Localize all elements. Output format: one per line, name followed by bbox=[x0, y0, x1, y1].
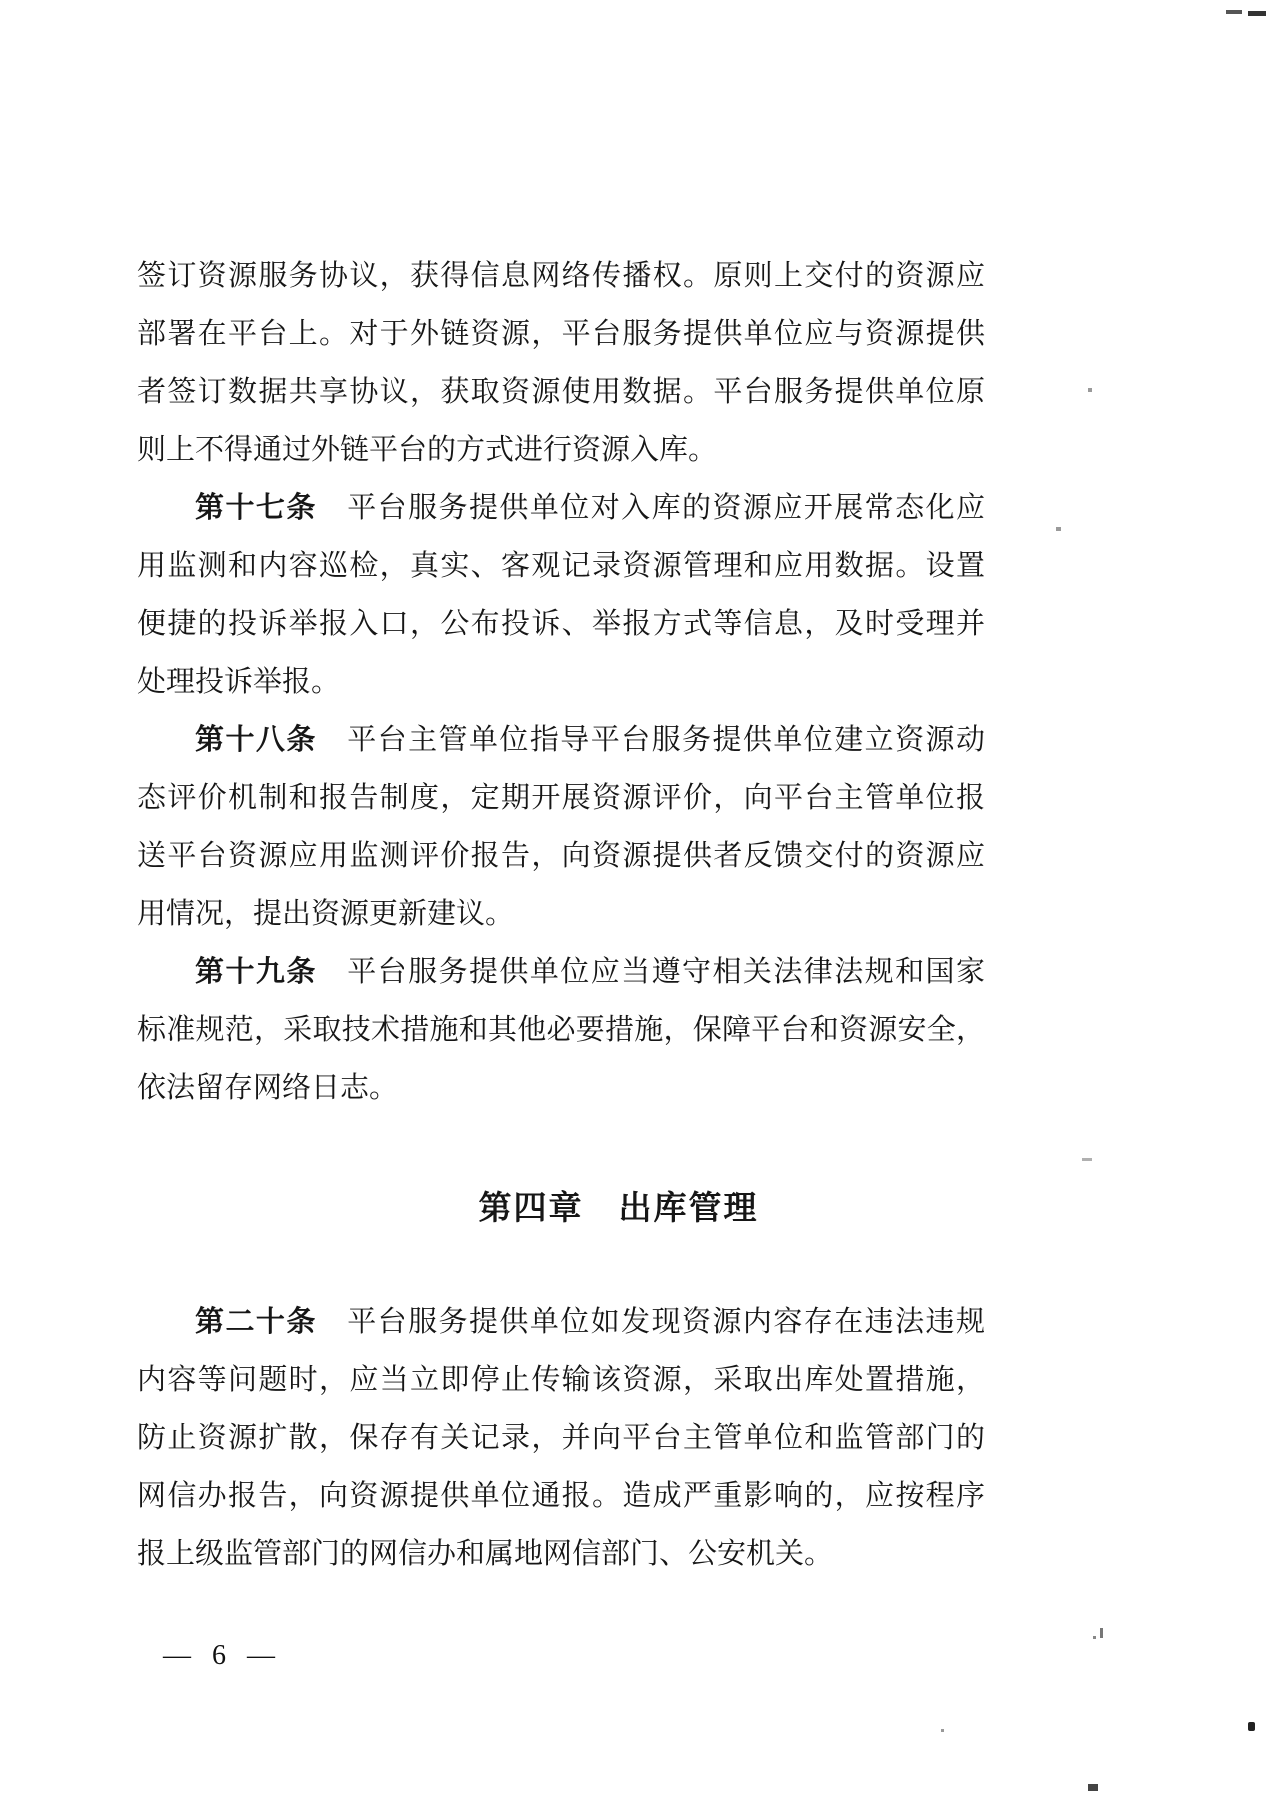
text-line: 者签订数据共享协议，获取资源使用数据。平台服务提供单位原 bbox=[137, 376, 985, 408]
article-text: 平台主管单位指导平台服务提供单位建立资源动 bbox=[316, 724, 985, 756]
text-line: 标准规范，采取技术措施和其他必要措施，保障平台和资源安全， bbox=[137, 1014, 985, 1046]
paragraph-continuation bbox=[137, 247, 985, 479]
text-line: 防止资源扩散，保存有关记录，并向平台主管单位和监管部门的 bbox=[137, 1422, 985, 1454]
document-body bbox=[137, 247, 985, 1583]
scan-artifact bbox=[1056, 527, 1061, 531]
chapter-heading: 第四章 出库管理 bbox=[478, 1191, 759, 1227]
text-line bbox=[137, 1293, 985, 1351]
text-line: 网信办报告，向资源提供单位通报。造成严重影响的，应按程序 bbox=[137, 1480, 985, 1512]
text-line: 送平台资源应用监测评价报告，向资源提供者反馈交付的资源应 bbox=[137, 840, 985, 872]
scan-artifact bbox=[1226, 10, 1242, 14]
article-number: 第二十条 bbox=[195, 1306, 317, 1338]
scan-artifact bbox=[1248, 1722, 1255, 1731]
text-line: 内容等问题时，应当立即停止传输该资源，采取出库处置措施， bbox=[137, 1364, 985, 1396]
text-line bbox=[137, 479, 985, 537]
page-number: — 6 — bbox=[163, 1640, 282, 1671]
scan-artifact bbox=[1088, 388, 1092, 392]
article-text: 平台服务提供单位应当遵守相关法律法规和国家 bbox=[316, 956, 985, 988]
scan-artifact bbox=[1100, 1628, 1103, 1638]
text-line: 签订资源服务协议，获得信息网络传播权。原则上交付的资源应 bbox=[137, 260, 985, 292]
text-line: 态评价机制和报告制度，定期开展资源评价，向平台主管单位报 bbox=[137, 782, 985, 814]
scan-artifact bbox=[941, 1729, 944, 1732]
article-number: 第十八条 bbox=[195, 724, 317, 756]
scan-artifact bbox=[1088, 1784, 1098, 1791]
text-line: 便捷的投诉举报入口，公布投诉、举报方式等信息，及时受理并 bbox=[137, 608, 985, 640]
article-number: 第十九条 bbox=[195, 956, 317, 988]
text-line: 用监测和内容巡检，真实、客观记录资源管理和应用数据。设置 bbox=[137, 550, 985, 582]
text-line bbox=[137, 943, 985, 1001]
text-line: 依法留存网络日志。 bbox=[137, 1072, 399, 1104]
article-number: 第十七条 bbox=[195, 492, 317, 524]
paragraph-article-19 bbox=[137, 943, 985, 1117]
text-line: 处理投诉举报。 bbox=[137, 666, 341, 698]
text-line: 报上级监管部门的网信办和属地网信部门、公安机关。 bbox=[137, 1538, 834, 1570]
paragraph-article-17 bbox=[137, 479, 985, 711]
article-text: 平台服务提供单位如发现资源内容存在违法违规 bbox=[316, 1306, 985, 1338]
text-line: 用情况，提出资源更新建议。 bbox=[137, 898, 515, 930]
scan-artifact bbox=[1248, 11, 1266, 16]
paragraph-article-18 bbox=[137, 711, 985, 943]
text-line bbox=[137, 711, 985, 769]
scan-artifact bbox=[1093, 1636, 1096, 1639]
article-text: 平台服务提供单位对入库的资源应开展常态化应 bbox=[316, 492, 985, 524]
text-line: 则上不得通过外链平台的方式进行资源入库。 bbox=[137, 434, 718, 466]
paragraph-article-20 bbox=[137, 1293, 985, 1583]
text-line: 部署在平台上。对于外链资源，平台服务提供单位应与资源提供 bbox=[137, 318, 985, 350]
scan-artifact bbox=[1082, 1158, 1092, 1161]
